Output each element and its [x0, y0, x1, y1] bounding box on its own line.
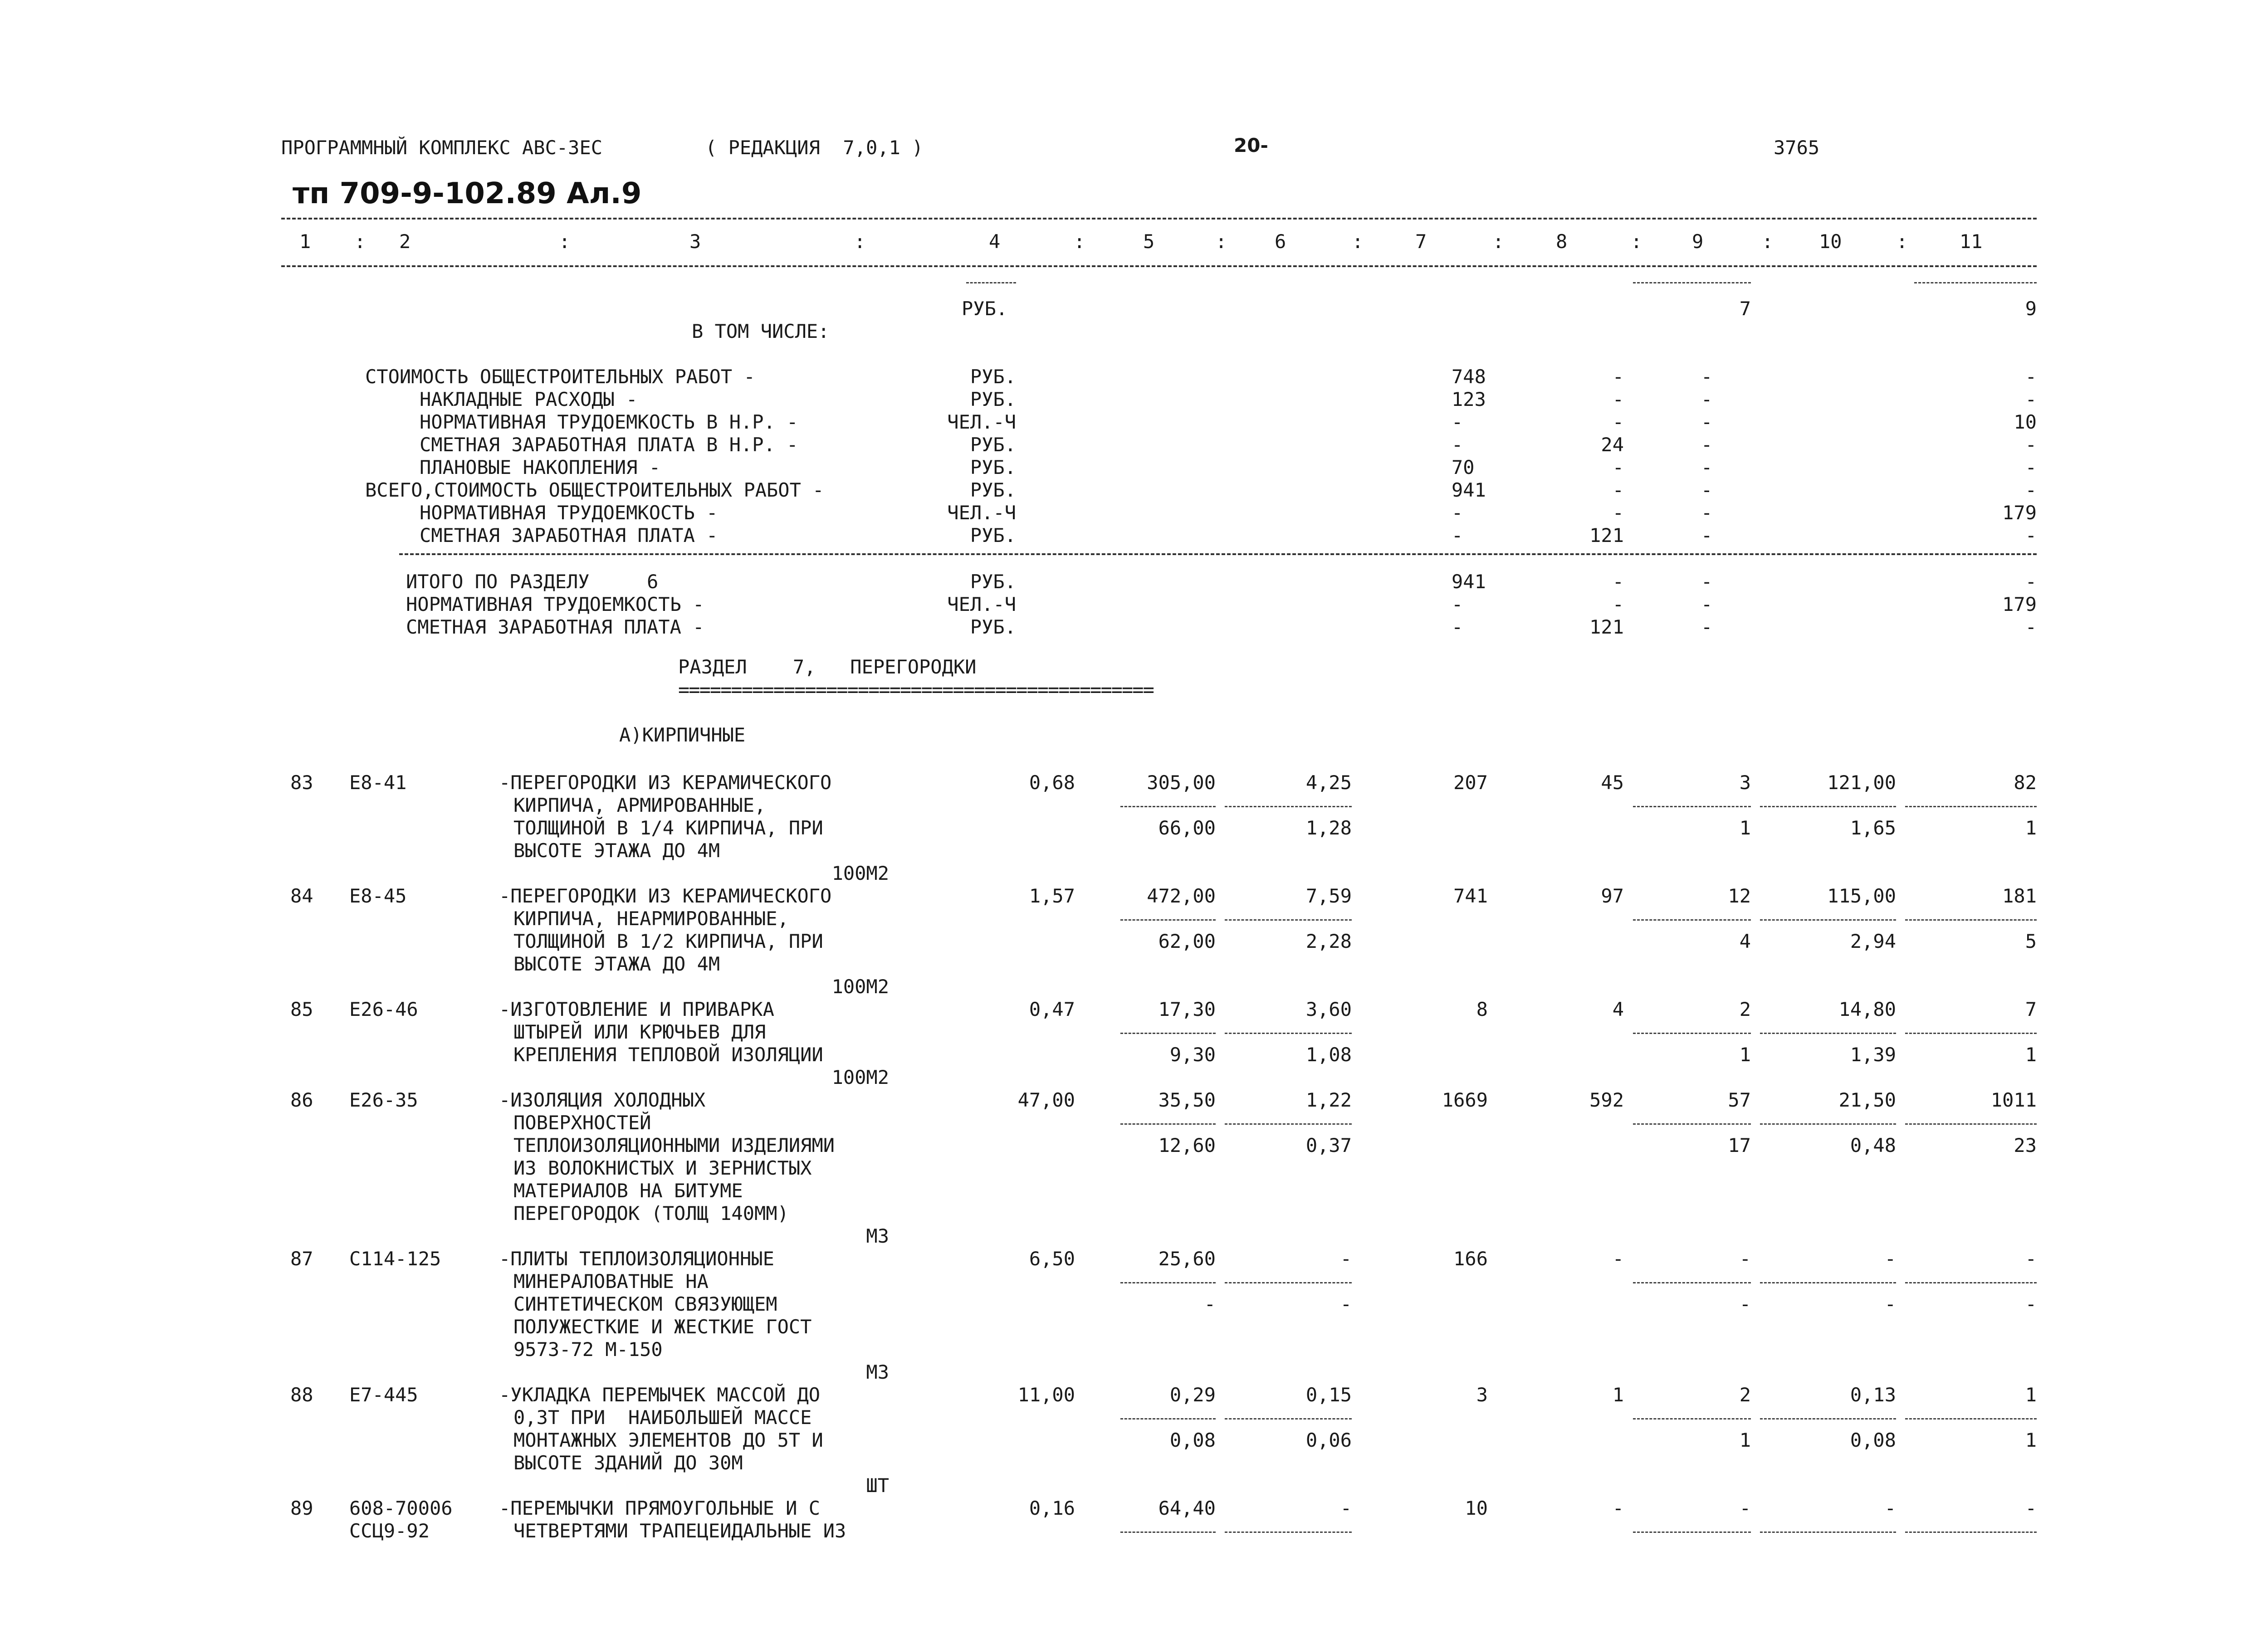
item-description-line: ПЕРЕГОРОДОК (ТОЛЩ 140ММ) — [513, 1202, 789, 1224]
item-c7: 207 — [1453, 771, 1488, 794]
value-divider — [1633, 1282, 1751, 1283]
item-description-line: -ПЕРЕГОРОДКИ ИЗ КЕРАМИЧЕСКОГО — [499, 771, 832, 794]
item-code: Е26-46 — [349, 998, 418, 1020]
short-rule — [966, 282, 1016, 283]
totals-unit: РУБ. — [970, 616, 1016, 638]
item-c4: 1,57 — [1029, 885, 1075, 907]
summary-c11: - — [2025, 388, 2037, 410]
item-c8: - — [1612, 1248, 1624, 1270]
summary-c7: 70 — [1452, 456, 1475, 478]
item-c5b: 62,00 — [1158, 930, 1216, 952]
value-divider — [1633, 806, 1751, 807]
item-description-line: -ПЛИТЫ ТЕПЛОИЗОЛЯЦИОННЫЕ — [499, 1248, 774, 1270]
item-c4: 11,00 — [1017, 1384, 1075, 1406]
item-c10b: 0,48 — [1850, 1134, 1896, 1156]
summary-c7: - — [1452, 411, 1463, 433]
summary-c8: - — [1612, 456, 1624, 478]
item-c6: 7,59 — [1305, 885, 1352, 907]
column-number-11: 11 — [1960, 230, 1983, 253]
item-c4: 0,68 — [1029, 771, 1075, 794]
item-c10b: 1,39 — [1850, 1044, 1896, 1066]
summary-c8: - — [1612, 388, 1624, 410]
item-c9: - — [1739, 1497, 1751, 1519]
totals-label: ИТОГО ПО РАЗДЕЛУ 6 — [406, 571, 659, 593]
column-number-10: 10 — [1819, 230, 1842, 253]
item-description-line: 0,3Т ПРИ НАИБОЛЬШЕЙ МАССЕ — [513, 1406, 812, 1429]
item-description-line: ИЗ ВОЛОКНИСТЫХ И ЗЕРНИСТЫХ — [513, 1157, 812, 1179]
item-c5: 17,30 — [1158, 998, 1216, 1020]
item-c10: - — [1884, 1497, 1896, 1519]
document-code: 3765 — [1774, 137, 1820, 159]
item-c7: 3 — [1476, 1384, 1488, 1406]
summary-c7: - — [1452, 502, 1463, 524]
value-divider — [1760, 1123, 1896, 1125]
item-c10b: 0,08 — [1850, 1429, 1896, 1451]
item-c7: 10 — [1465, 1497, 1488, 1519]
column-number-6: 6 — [1275, 230, 1286, 253]
program-title: ПРОГРАММНЫЙ КОМПЛЕКС АВС-3ЕС — [281, 137, 603, 159]
item-description-line: КИРПИЧА, НЕАРМИРОВАННЫЕ, — [513, 907, 789, 930]
item-unit: ШТ — [866, 1474, 889, 1497]
value-divider — [1760, 806, 1896, 807]
item-c6: - — [1340, 1248, 1352, 1270]
summary-unit: РУБ. — [970, 366, 1016, 388]
summary-c8: - — [1612, 366, 1624, 388]
summary-c7: - — [1452, 434, 1463, 456]
item-description-line: -ПЕРЕГОРОДКИ ИЗ КЕРАМИЧЕСКОГО — [499, 885, 832, 907]
value-divider — [1760, 1532, 1896, 1533]
item-c4: 6,50 — [1029, 1248, 1075, 1270]
value-divider — [1225, 1418, 1352, 1419]
totals-c9: - — [1701, 571, 1713, 593]
item-c10: - — [1884, 1248, 1896, 1270]
value-divider — [1633, 1123, 1751, 1125]
item-c10b: - — [1884, 1293, 1896, 1315]
item-c10: 0,13 — [1850, 1384, 1896, 1406]
item-description-line: МАТЕРИАЛОВ НА БИТУМЕ — [513, 1180, 743, 1202]
item-c8: 4 — [1612, 998, 1624, 1020]
item-c9: 3 — [1739, 771, 1751, 794]
item-unit: 100М2 — [831, 862, 889, 884]
summary-unit: ЧЕЛ.-Ч — [947, 411, 1016, 433]
item-c6: - — [1340, 1497, 1352, 1519]
item-description-line: КИРПИЧА, АРМИРОВАННЫЕ, — [513, 794, 766, 816]
value-divider — [1760, 1282, 1896, 1283]
summary-label: ПЛАНОВЫЕ НАКОПЛЕНИЯ - — [420, 456, 661, 478]
summary-label: ВСЕГО,СТОИМОСТЬ ОБЩЕСТРОИТЕЛЬНЫХ РАБОТ - — [365, 479, 824, 501]
value-divider — [1120, 1123, 1216, 1125]
item-c9: 2 — [1739, 1384, 1751, 1406]
item-c9b: 1 — [1739, 1429, 1751, 1451]
totals-c8: - — [1612, 571, 1624, 593]
item-c6: 0,15 — [1305, 1384, 1352, 1406]
item-unit: 100М2 — [831, 1066, 889, 1088]
summary-c9: - — [1701, 411, 1713, 433]
item-c7: 1669 — [1442, 1089, 1488, 1111]
column-separator: : — [1762, 230, 1774, 253]
value-divider — [1633, 1418, 1751, 1419]
column-separator: : — [1352, 230, 1364, 253]
column-separator: : — [1074, 230, 1085, 253]
item-c11: 1011 — [1990, 1089, 2037, 1111]
summary-c9: - — [1701, 502, 1713, 524]
item-description-line: ВЫСОТЕ ЗДАНИЙ ДО 30М — [513, 1452, 743, 1474]
item-code: 608-70006 — [349, 1497, 453, 1519]
totals-label: НОРМАТИВНАЯ ТРУДОЕМКОСТЬ - — [406, 593, 704, 615]
item-description-line: -ИЗГОТОВЛЕНИЕ И ПРИВАРКА — [499, 998, 774, 1020]
item-c8: 45 — [1601, 771, 1624, 794]
value-divider — [1225, 1282, 1352, 1283]
value-divider — [1225, 919, 1352, 921]
summary-unit: ЧЕЛ.-Ч — [947, 502, 1016, 524]
item-c9: 57 — [1728, 1089, 1751, 1111]
item-c11b: 23 — [2014, 1134, 2037, 1156]
totals-unit: РУБ. — [970, 571, 1016, 593]
item-unit: 100М2 — [831, 976, 889, 998]
column-number-4: 4 — [989, 230, 1001, 253]
summary-c11: - — [2025, 479, 2037, 501]
column-separator: : — [1492, 230, 1504, 253]
value-divider — [1225, 1123, 1352, 1125]
item-c5b: 12,60 — [1158, 1134, 1216, 1156]
item-number: 83 — [290, 771, 313, 794]
item-number: 89 — [290, 1497, 313, 1519]
summary-c11: - — [2025, 456, 2037, 478]
item-c7: 741 — [1453, 885, 1488, 907]
summary-c11: - — [2025, 366, 2037, 388]
value-divider — [1120, 1033, 1216, 1034]
totals-unit: ЧЕЛ.-Ч — [947, 593, 1016, 615]
header-rule-bottom — [281, 265, 2037, 267]
item-c9: - — [1739, 1248, 1751, 1270]
item-c9b: - — [1739, 1293, 1751, 1315]
column-separator: : — [354, 230, 366, 253]
value-divider — [1633, 919, 1751, 921]
header-rule-top — [281, 218, 2037, 219]
totals-label: СМЕТНАЯ ЗАРАБОТНАЯ ПЛАТА - — [406, 616, 704, 638]
item-c9: 2 — [1739, 998, 1751, 1020]
item-c11: 82 — [2014, 771, 2037, 794]
value-divider — [1120, 806, 1216, 807]
item-c6b: 2,28 — [1305, 930, 1352, 952]
summary-c7: 123 — [1452, 388, 1486, 410]
totals-c7: 941 — [1452, 571, 1486, 593]
item-description-line: -ИЗОЛЯЦИЯ ХОЛОДНЫХ — [499, 1089, 706, 1111]
item-c5: 25,60 — [1158, 1248, 1216, 1270]
item-c6: 1,22 — [1305, 1089, 1352, 1111]
totals-c8: 121 — [1589, 616, 1624, 638]
totals-c8: - — [1612, 593, 1624, 615]
totals-c7: - — [1452, 593, 1463, 615]
summary-c11: - — [2025, 434, 2037, 456]
column-number-7: 7 — [1415, 230, 1427, 253]
value-divider — [1760, 919, 1896, 921]
item-c7: 8 — [1476, 998, 1488, 1020]
top-line-unit: РУБ. — [962, 298, 1008, 320]
summary-c8: - — [1612, 502, 1624, 524]
summary-c9: - — [1701, 524, 1713, 546]
item-number: 88 — [290, 1384, 313, 1406]
item-c10: 121,00 — [1827, 771, 1896, 794]
value-divider — [1633, 1033, 1751, 1034]
item-description-line: ВЫСОТЕ ЭТАЖА ДО 4М — [513, 953, 720, 975]
summary-c7: 941 — [1452, 479, 1486, 501]
item-c9b: 1 — [1739, 817, 1751, 839]
summary-c8: - — [1612, 411, 1624, 433]
value-divider — [1633, 1532, 1751, 1533]
value-divider — [1120, 1282, 1216, 1283]
item-c5b: - — [1204, 1293, 1216, 1315]
item-c4: 47,00 — [1017, 1089, 1075, 1111]
item-code: Е8-45 — [349, 885, 407, 907]
value-divider — [1905, 1123, 2037, 1125]
value-divider — [1225, 806, 1352, 807]
item-description-line: ТОЛЩИНОЙ В 1/4 КИРПИЧА, ПРИ — [513, 817, 823, 839]
item-c11: 7 — [2025, 998, 2037, 1020]
value-divider — [1905, 1033, 2037, 1034]
summary-c9: - — [1701, 479, 1713, 501]
item-code-secondary: ССЦ9-92 — [349, 1520, 430, 1542]
column-number-8: 8 — [1556, 230, 1568, 253]
item-unit: М3 — [866, 1225, 889, 1247]
summary-label: НОРМАТИВНАЯ ТРУДОЕМКОСТЬ В Н.Р. - — [420, 411, 798, 433]
column-number-3: 3 — [689, 230, 701, 253]
item-c6b: - — [1340, 1293, 1352, 1315]
top-line-c11: 9 — [2025, 298, 2037, 320]
item-description-line: ТЕПЛОИЗОЛЯЦИОННЫМИ ИЗДЕЛИЯМИ — [513, 1134, 835, 1156]
column-separator: : — [1896, 230, 1908, 253]
including-label: В ТОМ ЧИСЛЕ: — [692, 320, 830, 342]
item-description-line: ШТЫРЕЙ ИЛИ КРЮЧЬЕВ ДЛЯ — [513, 1021, 766, 1043]
item-description-line: -ПЕРЕМЫЧКИ ПРЯМОУГОЛЬНЫЕ И С — [499, 1497, 821, 1519]
item-code: Е7-445 — [349, 1384, 418, 1406]
item-c9b: 4 — [1739, 930, 1751, 952]
summary-c9: - — [1701, 388, 1713, 410]
item-description-line: ЧЕТВЕРТЯМИ ТРАПЕЦЕИДАЛЬНЫЕ ИЗ — [513, 1520, 846, 1542]
summary-c7: - — [1452, 524, 1463, 546]
item-c10: 14,80 — [1838, 998, 1896, 1020]
page-number: 20- — [1234, 134, 1268, 156]
summary-unit: РУБ. — [970, 524, 1016, 546]
item-c8: 1 — [1612, 1384, 1624, 1406]
item-c11: 181 — [2002, 885, 2037, 907]
summary-c9: - — [1701, 434, 1713, 456]
section-title: РАЗДЕЛ 7, ПЕРЕГОРОДКИ — [678, 656, 977, 678]
summary-c9: - — [1701, 366, 1713, 388]
item-code: Е8-41 — [349, 771, 407, 794]
column-number-2: 2 — [399, 230, 411, 253]
item-description-line: ПОВЕРХНОСТЕЙ — [513, 1112, 651, 1134]
summary-label: СМЕТНАЯ ЗАРАБОТНАЯ ПЛАТА - — [420, 524, 718, 546]
item-c9: 12 — [1728, 885, 1751, 907]
totals-c11: - — [2025, 571, 2037, 593]
column-number-9: 9 — [1692, 230, 1704, 253]
short-rule — [1914, 282, 2037, 283]
item-c5b: 9,30 — [1169, 1044, 1216, 1066]
item-description-line: МОНТАЖНЫХ ЭЛЕМЕНТОВ ДО 5Т И — [513, 1429, 823, 1451]
value-divider — [1905, 919, 2037, 921]
item-c7: 166 — [1453, 1248, 1488, 1270]
item-c5: 35,50 — [1158, 1089, 1216, 1111]
item-c11: 1 — [2025, 1384, 2037, 1406]
summary-c7: 748 — [1452, 366, 1486, 388]
item-description-line: ВЫСОТЕ ЭТАЖА ДО 4М — [513, 839, 720, 862]
item-c5: 305,00 — [1147, 771, 1216, 794]
summary-unit: РУБ. — [970, 479, 1016, 501]
column-number-1: 1 — [299, 230, 311, 253]
summary-c8: 121 — [1589, 524, 1624, 546]
item-c9b: 1 — [1739, 1044, 1751, 1066]
totals-c9: - — [1701, 593, 1713, 615]
summary-label: НАКЛАДНЫЕ РАСХОДЫ - — [420, 388, 638, 410]
value-divider — [1120, 1418, 1216, 1419]
column-separator: : — [1631, 230, 1642, 253]
item-number: 86 — [290, 1089, 313, 1111]
value-divider — [1905, 806, 2037, 807]
summary-c11: 10 — [2014, 411, 2037, 433]
value-divider — [1120, 919, 1216, 921]
item-c6b: 1,08 — [1305, 1044, 1352, 1066]
item-code: С114-125 — [349, 1248, 441, 1270]
edition-label: ( РЕДАКЦИЯ 7,0,1 ) — [705, 137, 924, 159]
item-c8: - — [1612, 1497, 1624, 1519]
summary-c8: - — [1612, 479, 1624, 501]
item-number: 84 — [290, 885, 313, 907]
summary-unit: РУБ. — [970, 388, 1016, 410]
value-divider — [1225, 1532, 1352, 1533]
item-c11: - — [2025, 1248, 2037, 1270]
item-description-line: ПОЛУЖЕСТКИЕ И ЖЕСТКИЕ ГОСТ — [513, 1316, 812, 1338]
item-number: 85 — [290, 998, 313, 1020]
item-c10: 115,00 — [1827, 885, 1896, 907]
summary-c11: 179 — [2002, 502, 2037, 524]
section-underline: ============================================= — [678, 678, 1154, 701]
item-c4: 0,47 — [1029, 998, 1075, 1020]
item-c11: - — [2025, 1497, 2037, 1519]
item-description-line: МИНЕРАЛОВАТНЫЕ НА — [513, 1270, 709, 1293]
item-c6b: 0,37 — [1305, 1134, 1352, 1156]
item-c10b: 1,65 — [1850, 817, 1896, 839]
item-description-line: КРЕПЛЕНИЯ ТЕПЛОВОЙ ИЗОЛЯЦИИ — [513, 1044, 823, 1066]
totals-c11: - — [2025, 616, 2037, 638]
item-description-line: ТОЛЩИНОЙ В 1/2 КИРПИЧА, ПРИ — [513, 930, 823, 952]
item-code: Е26-35 — [349, 1089, 418, 1111]
short-rule — [1633, 282, 1751, 283]
item-c9b: 17 — [1728, 1134, 1751, 1156]
value-divider — [1905, 1282, 2037, 1283]
item-description-line: СИНТЕТИЧЕСКОМ СВЯЗУЮЩЕМ — [513, 1293, 777, 1315]
summary-c11: - — [2025, 524, 2037, 546]
summary-label: СТОИМОСТЬ ОБЩЕСТРОИТЕЛЬНЫХ РАБОТ - — [365, 366, 755, 388]
summary-label: НОРМАТИВНАЯ ТРУДОЕМКОСТЬ - — [420, 502, 718, 524]
item-c11b: 1 — [2025, 1044, 2037, 1066]
item-c5: 64,40 — [1158, 1497, 1216, 1519]
top-line-c9: 7 — [1739, 298, 1751, 320]
totals-c11: 179 — [2002, 593, 2037, 615]
item-description-line: -УКЛАДКА ПЕРЕМЫЧЕК МАССОЙ ДО — [499, 1384, 821, 1406]
item-c6: 4,25 — [1305, 771, 1352, 794]
value-divider — [1905, 1532, 2037, 1533]
item-c6: 3,60 — [1305, 998, 1352, 1020]
value-divider — [1760, 1033, 1896, 1034]
column-separator: : — [559, 230, 571, 253]
item-c10b: 2,94 — [1850, 930, 1896, 952]
summary-c8: 24 — [1601, 434, 1624, 456]
value-divider — [1760, 1418, 1896, 1419]
value-divider — [1905, 1418, 2037, 1419]
item-c5: 472,00 — [1147, 885, 1216, 907]
item-c11b: 1 — [2025, 1429, 2037, 1451]
item-c11b: 1 — [2025, 817, 2037, 839]
item-c11b: - — [2025, 1293, 2037, 1315]
item-c8: 97 — [1601, 885, 1624, 907]
totals-c7: - — [1452, 616, 1463, 638]
column-number-5: 5 — [1143, 230, 1155, 253]
value-divider — [1120, 1532, 1216, 1533]
column-separator: : — [1215, 230, 1227, 253]
item-c5b: 0,08 — [1169, 1429, 1216, 1451]
summary-unit: РУБ. — [970, 456, 1016, 478]
item-c5: 0,29 — [1169, 1384, 1216, 1406]
value-divider — [1225, 1033, 1352, 1034]
item-number: 87 — [290, 1248, 313, 1270]
subsection-title: А)КИРПИЧНЫЕ — [619, 724, 746, 746]
item-c6b: 1,28 — [1305, 817, 1352, 839]
summary-c9: - — [1701, 456, 1713, 478]
summary-divider — [399, 553, 2037, 555]
item-c11b: 5 — [2025, 930, 2037, 952]
summary-unit: РУБ. — [970, 434, 1016, 456]
totals-c9: - — [1701, 616, 1713, 638]
item-description-line: 9573-72 М-150 — [513, 1338, 663, 1361]
item-unit: М3 — [866, 1361, 889, 1383]
item-c6b: 0,06 — [1305, 1429, 1352, 1451]
column-separator: : — [854, 230, 866, 253]
item-c8: 592 — [1589, 1089, 1624, 1111]
item-c10: 21,50 — [1838, 1089, 1896, 1111]
summary-label: СМЕТНАЯ ЗАРАБОТНАЯ ПЛАТА В Н.Р. - — [420, 434, 798, 456]
item-c4: 0,16 — [1029, 1497, 1075, 1519]
item-c5b: 66,00 — [1158, 817, 1216, 839]
handwritten-project-number: тп 709-9-102.89 Ал.9 — [293, 177, 642, 210]
